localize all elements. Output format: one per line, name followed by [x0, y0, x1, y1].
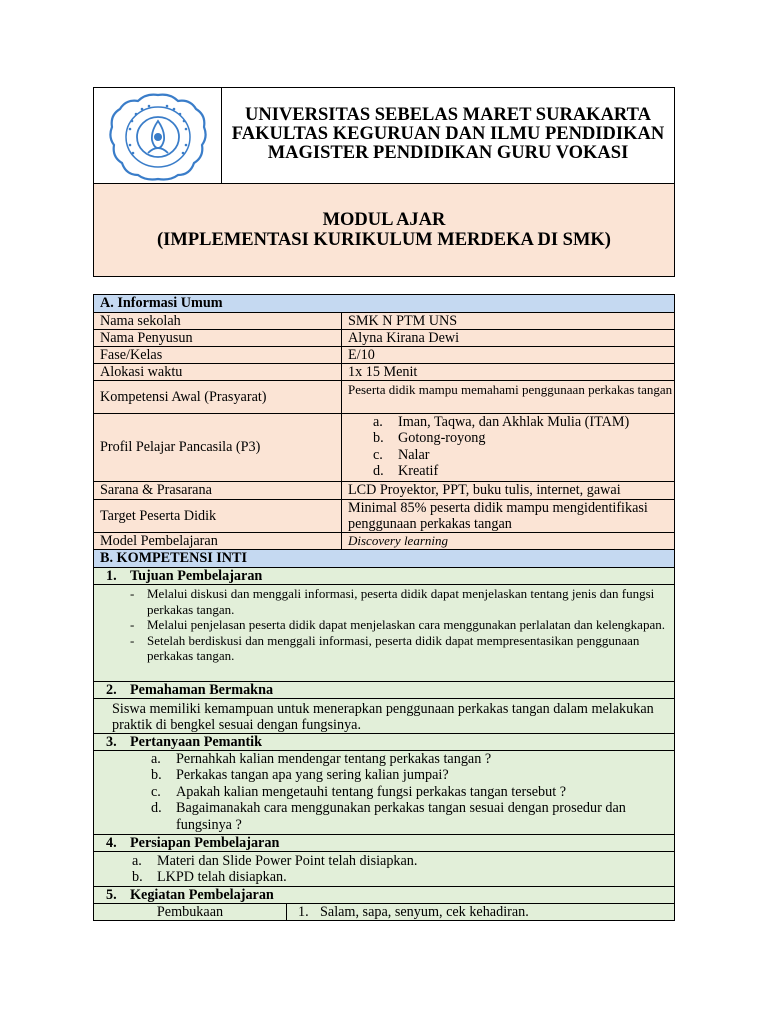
- info-value: SMK N PTM UNS: [348, 312, 458, 329]
- section-a-header: [94, 295, 674, 313]
- subsection-header-understanding: [94, 682, 674, 699]
- info-value: Alyna Kirana Dewi: [348, 329, 460, 346]
- list-marker: -: [130, 586, 135, 601]
- info-value: LCD Proyektor, PPT, buku tulis, internet, gawai: [348, 482, 621, 498]
- list-text: LKPD telah disiapkan.: [157, 869, 287, 886]
- university-seal-icon: [108, 91, 208, 181]
- list-marker: b.: [151, 767, 162, 784]
- info-row-target: [94, 500, 674, 533]
- info-label: Model Pembelajaran: [94, 533, 342, 549]
- list-item: [94, 617, 674, 633]
- list-text: Melalui penjelasan peserta didik dapat menjelaskan cara menggunakan perlalatan dan kelengkapan.: [147, 617, 665, 632]
- list-marker: a.: [151, 751, 161, 767]
- subsection-header-questions: [94, 734, 674, 751]
- list-item: [132, 853, 674, 869]
- document-header: [93, 87, 675, 277]
- section-b-title: B. KOMPETENSI INTI: [100, 550, 248, 566]
- list-marker: d.: [151, 800, 162, 817]
- understanding-text: [94, 699, 674, 734]
- list-item: [151, 751, 668, 767]
- list-item: [373, 430, 674, 446]
- list-item: [151, 800, 668, 833]
- subsection-number: 5.: [106, 886, 117, 903]
- module-subtitle: (IMPLEMENTASI KURIKULUM MERDEKA DI SMK): [157, 230, 611, 250]
- subsection-number: 4.: [106, 834, 117, 851]
- list-text: Materi dan Slide Power Point telah disiapkan.: [157, 853, 418, 869]
- list-marker: a.: [132, 853, 142, 869]
- list-marker: a.: [373, 414, 383, 430]
- list-marker: -: [130, 632, 135, 648]
- info-row-prerequisite: [94, 381, 674, 414]
- section-a-title: A. Informasi Umum: [100, 295, 223, 311]
- university-name: UNIVERSITAS SEBELAS MARET SURAKARTA: [245, 105, 651, 125]
- list-text: Setelah berdiskusi dan menggali informasi, peserta didik dapat mempresentasikan penggunaan perkakas tangan.: [147, 632, 640, 663]
- paragraph: Siswa memiliki kemampuan untuk menerapkan penggunaan perkakas tangan dalam melakukan praktik di bengkel sesuai dengan fungsinya.: [112, 701, 654, 734]
- subsection-title: Pertanyaan Pemantik: [130, 733, 263, 750]
- preparation-list: [94, 852, 674, 887]
- info-value: 1x 15 Menit: [348, 363, 418, 380]
- info-row-model: [94, 533, 674, 550]
- info-row-facilities: [94, 482, 674, 500]
- list-text: Melalui diskusi dan menggali informasi, peserta didik dapat menjelaskan tentang jenis dan fungsi perkakas tangan.: [147, 586, 655, 617]
- header-title-row: [94, 184, 674, 276]
- info-label: Sarana & Prasarana: [94, 482, 342, 499]
- subsection-number: 3.: [106, 733, 117, 750]
- subsection-title: Pemahaman Bermakna: [130, 681, 274, 698]
- info-label: Profil Pelajar Pancasila (P3): [94, 414, 342, 481]
- list-item: [373, 447, 674, 463]
- list-text: Apakah kalian mengetauhi tentang fungsi perkakas tangan tersebut ?: [176, 783, 567, 800]
- list-marker: d.: [373, 463, 384, 480]
- module-table: [93, 294, 675, 921]
- institution-names: [222, 106, 674, 163]
- info-label: Nama sekolah: [94, 313, 342, 329]
- activity-phase: Pembukaan: [94, 904, 287, 920]
- info-value: Discovery learning: [348, 533, 449, 548]
- list-item: [373, 463, 674, 479]
- program-name: MAGISTER PENDIDIKAN GURU VOKASI: [267, 143, 629, 163]
- info-row-time: [94, 364, 674, 381]
- info-row-phase: [94, 347, 674, 364]
- subsection-title: Tujuan Pembelajaran: [130, 567, 263, 584]
- list-item: [94, 586, 674, 617]
- info-value: E/10: [348, 346, 375, 363]
- list-item: [132, 869, 674, 885]
- list-marker: 1.: [298, 903, 309, 920]
- activity-detail: [287, 904, 674, 920]
- subsection-title: Persiapan Pembelajaran: [130, 834, 280, 851]
- info-label: Nama Penyusun: [94, 330, 342, 346]
- list-text: Gotong-royong: [398, 430, 486, 447]
- info-label: Target Peserta Didik: [94, 500, 342, 532]
- profile-list: [343, 414, 674, 481]
- logo-cell: [94, 88, 222, 183]
- subsection-number: 2.: [106, 681, 117, 698]
- list-text: Perkakas tangan apa yang sering kalian jumpai?: [176, 767, 449, 784]
- list-text: Bagaimanakah cara menggunakan perkakas tangan sesuai dengan prosedur dan fungsinya ?: [176, 800, 626, 833]
- subsection-title: Kegiatan Pembelajaran: [130, 886, 274, 903]
- info-value: Minimal 85% peserta didik mampu mengidentifikasi penggunaan perkakas tangan: [348, 500, 648, 533]
- module-title: MODUL AJAR: [322, 210, 446, 230]
- objectives-list: [94, 585, 674, 682]
- info-row-profile: [94, 414, 674, 482]
- info-value: Peserta didik mampu memahami penggunaan perkakas tangan: [348, 382, 673, 397]
- header-top-row: [94, 88, 674, 184]
- subsection-header-activities: [94, 887, 674, 904]
- list-item: [94, 633, 674, 664]
- info-label: Fase/Kelas: [94, 347, 342, 363]
- activity-row-opening: [94, 904, 674, 920]
- list-text: Nalar: [398, 446, 430, 463]
- list-text: Iman, Taqwa, dan Akhlak Mulia (ITAM): [398, 414, 630, 430]
- list-item: [373, 414, 674, 430]
- list-text: Pernahkah kalian mendengar tentang perkakas tangan ?: [176, 751, 492, 767]
- list-text: Kreatif: [398, 463, 439, 480]
- list-marker: c.: [151, 783, 161, 800]
- list-marker: b.: [373, 430, 384, 447]
- module-title-block: [94, 184, 674, 250]
- list-marker: c.: [373, 446, 383, 463]
- questions-list: [94, 751, 674, 835]
- list-item: [151, 767, 668, 783]
- faculty-name: FAKULTAS KEGURUAN DAN ILMU PENDIDIKAN: [231, 124, 665, 144]
- subsection-header-preparation: [94, 835, 674, 852]
- info-label: Alokasi waktu: [94, 364, 342, 380]
- list-item: [151, 784, 668, 800]
- section-b-header: [94, 550, 674, 568]
- list-text: Salam, sapa, senyum, cek kehadiran.: [320, 903, 529, 920]
- list-marker: -: [130, 617, 135, 632]
- subsection-number: 1.: [106, 567, 117, 584]
- subsection-header-objectives: [94, 568, 674, 585]
- info-label: Kompetensi Awal (Prasyarat): [94, 381, 342, 413]
- info-row-author: [94, 330, 674, 347]
- info-row-school: [94, 313, 674, 330]
- list-marker: b.: [132, 869, 143, 886]
